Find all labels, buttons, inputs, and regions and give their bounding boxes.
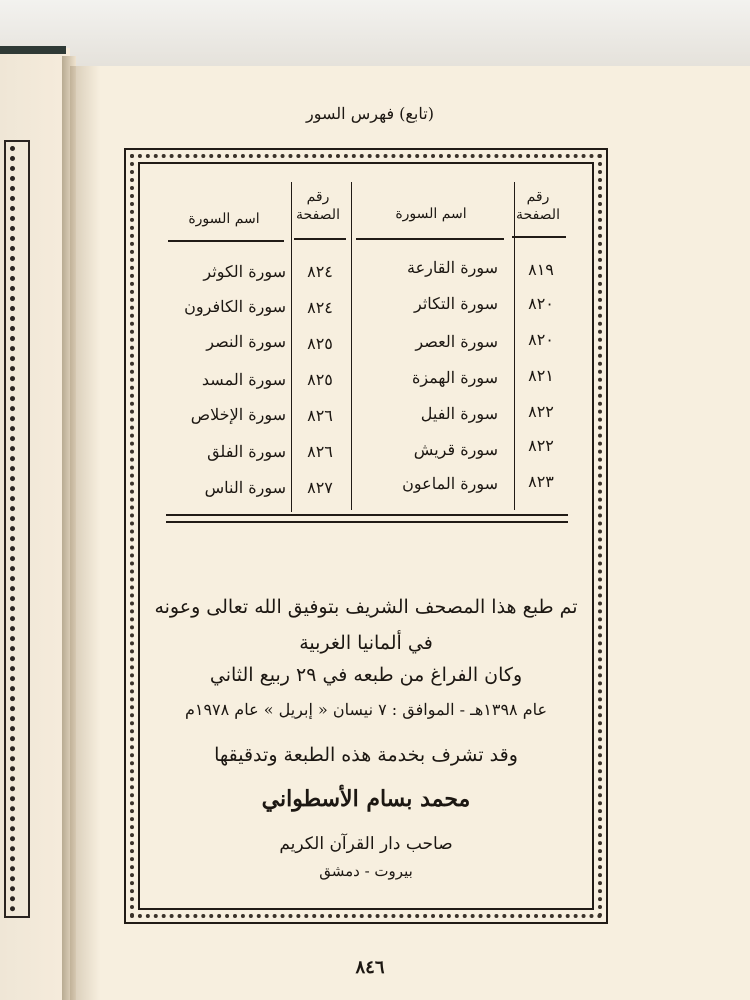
- left-row-surah: سورة المسد: [201, 370, 286, 389]
- right-row-surah: سورة التكاثر: [413, 294, 498, 313]
- right-row-page: ٨٢٣: [528, 472, 554, 491]
- left-row-page: ٨٢٧: [307, 478, 333, 497]
- header-page-number-left: رقم الصفحة: [296, 189, 340, 223]
- right-row-surah: سورة الماعون: [402, 474, 498, 493]
- facing-page-border: [4, 140, 30, 918]
- colophon-line: وكان الفراغ من طبعه في ٢٩ ربيع الثاني: [209, 664, 523, 686]
- owner-title: صاحب دار القرآن الكريم: [279, 834, 453, 854]
- left-row-surah: سورة الكوثر: [203, 262, 286, 281]
- column-divider: [291, 182, 292, 512]
- left-row-page: ٨٢٦: [307, 442, 333, 461]
- table-bottom-rule: [166, 521, 568, 523]
- running-head: (تابع) فهرس السور: [306, 104, 434, 123]
- right-row-page: ٨١٩: [528, 260, 554, 279]
- header-surah-name-right: اسم السورة: [395, 206, 467, 222]
- right-row-surah: سورة العصر: [415, 332, 498, 351]
- left-row-page: ٨٢٤: [307, 298, 333, 317]
- header-surah-name-left: اسم السورة: [188, 211, 260, 227]
- right-row-page: ٨٢٠: [528, 294, 554, 313]
- book-cover-edge: [0, 46, 66, 54]
- left-row-surah: سورة الكافرون: [184, 297, 286, 316]
- colophon-line: عام ١٣٩٨هـ - الموافق : ٧ نيسان « إبريل » عام ١٩٧٨م: [184, 700, 548, 719]
- left-row-page: ٨٢٥: [307, 334, 333, 353]
- left-row-surah: سورة الإخلاص: [190, 405, 286, 424]
- header-rule: [294, 238, 346, 240]
- table-bottom-rule: [166, 514, 568, 516]
- right-row-page: ٨٢٢: [528, 402, 554, 421]
- right-row-surah: سورة الهمزة: [411, 368, 498, 387]
- left-row-surah: سورة الناس: [204, 478, 286, 497]
- column-divider: [514, 182, 515, 510]
- left-row-page: ٨٢٥: [307, 370, 333, 389]
- left-row-page: ٨٢٤: [307, 262, 333, 281]
- colophon-line: في ألمانيا الغربية: [299, 632, 433, 654]
- right-row-page: ٨٢٠: [528, 330, 554, 349]
- header-rule: [168, 240, 284, 242]
- signature-name: محمد بسام الأسطواني: [261, 786, 471, 812]
- right-row-page: ٨٢٢: [528, 436, 554, 455]
- right-row-page: ٨٢١: [528, 366, 554, 385]
- right-row-surah: سورة قريش: [413, 440, 498, 459]
- right-row-surah: سورة الفيل: [420, 404, 498, 423]
- header-rule: [356, 238, 504, 240]
- left-row-page: ٨٢٦: [307, 406, 333, 425]
- colophon-line: تم طبع هذا المصحف الشريف بتوفيق الله تعالى وعونه: [154, 596, 578, 618]
- page-number: ٨٤٦: [355, 957, 385, 978]
- right-row-surah: سورة القارعة: [406, 258, 498, 277]
- column-divider: [351, 182, 352, 510]
- left-row-surah: سورة النصر: [206, 332, 286, 351]
- left-row-surah: سورة الفلق: [207, 442, 286, 461]
- header-page-number-right: رقم الصفحة: [516, 189, 560, 223]
- page-shadow: [70, 66, 100, 1000]
- header-rule: [512, 236, 566, 238]
- city-line: بيروت - دمشق: [319, 862, 413, 880]
- background: [0, 0, 750, 70]
- colophon-line: وقد تشرف بخدمة هذه الطبعة وتدقيقها: [214, 744, 518, 766]
